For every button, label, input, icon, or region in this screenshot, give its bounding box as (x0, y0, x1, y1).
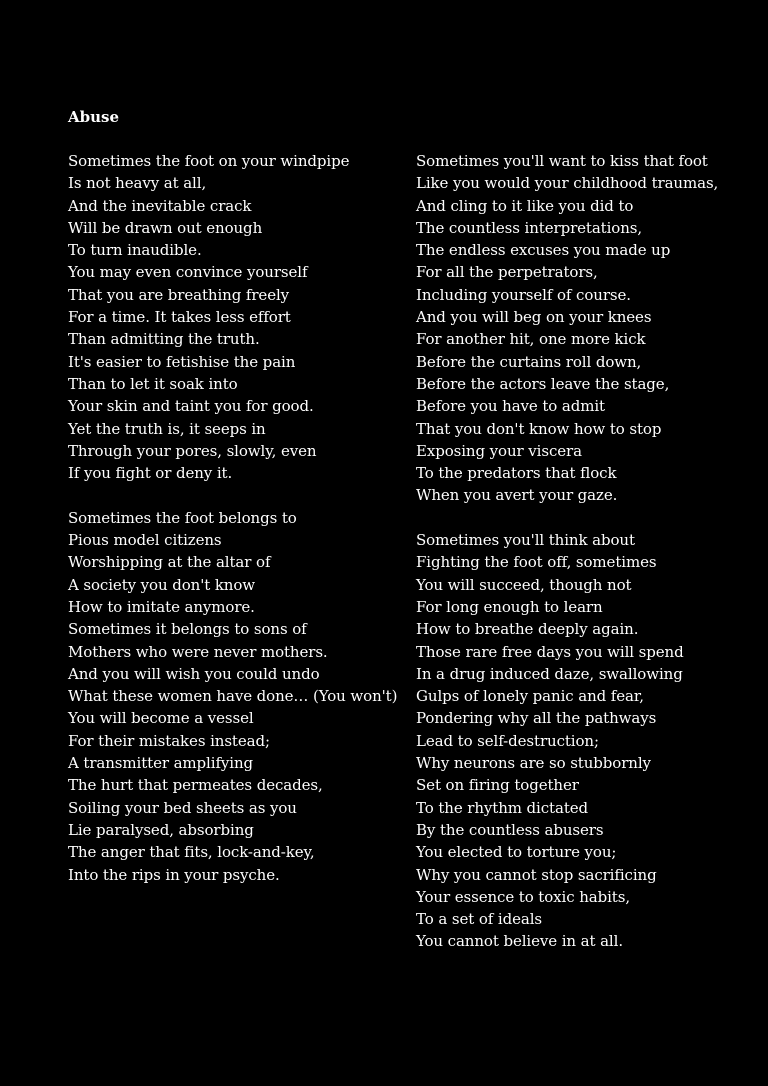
poem-title: Abuse (68, 108, 120, 126)
stanza (68, 507, 408, 886)
poem-line: Is not heavy at all, (68, 174, 207, 193)
poem-line: Worshipping at the altar of (68, 553, 271, 572)
poem-line: Why you cannot stop sacrificing (416, 865, 657, 884)
poem-line: Gulps of lonely panic and fear, (416, 687, 644, 706)
stanza (416, 529, 756, 953)
poem-line: For their mistakes instead; (68, 731, 270, 750)
right-column (416, 150, 756, 975)
poem-line: You will succeed, though not (416, 575, 632, 594)
poem-line: Your essence to toxic habits, (416, 887, 630, 906)
poem-line: To a set of ideals (416, 910, 542, 929)
poem-line: And you will beg on your knees (416, 308, 652, 327)
poem-line: To turn inaudible. (68, 241, 202, 260)
poem-line: Lead to self-destruction; (416, 731, 599, 750)
poem-line: Lie paralysed, absorbing (68, 820, 254, 839)
left-column (68, 150, 408, 908)
poem-line: Sometimes you'll want to kiss that foot (416, 152, 708, 170)
poem-line: The anger that fits, lock-and-key, (68, 843, 315, 862)
poem-line: Into the rips in your psyche. (68, 865, 280, 884)
poem-line: What these women have done… (You won't) (68, 687, 398, 706)
poem-line: Yet the truth is, it seeps in (68, 419, 266, 438)
poem-line: You elected to torture you; (416, 843, 617, 862)
poem-line: Through your pores, slowly, even (68, 441, 317, 460)
poem-line: Will be drawn out enough (68, 218, 263, 237)
poem-line: It's easier to fetishise the pain (68, 352, 296, 371)
poem-line: You may even convince yourself (68, 263, 308, 282)
poem-line: Mothers who were never mothers. (68, 642, 328, 661)
poem-line: Pondering why all the pathways (416, 709, 657, 728)
poem-line: For all the perpetrators, (416, 263, 598, 282)
poem-line: Sometimes you'll think about (416, 531, 635, 550)
poem-line: In a drug induced daze, swallowing (416, 664, 683, 683)
poem-line: Than admitting the truth. (68, 330, 260, 349)
poem-line: How to breathe deeply again. (416, 620, 639, 639)
poem-line: Before you have to admit (416, 397, 605, 416)
poem-line: A transmitter amplifying (68, 754, 254, 773)
poem-line: Sometimes it belongs to sons of (68, 620, 307, 639)
poem-line: You will become a vessel (68, 709, 254, 728)
poem-line: Set on firing together (416, 776, 579, 795)
poem-line: The countless interpretations, (416, 218, 643, 237)
poem-line: Exposing your viscera (416, 441, 582, 460)
stanza (416, 150, 756, 507)
poem-line: Sometimes the foot on your windpipe (68, 152, 350, 170)
poem-line: For a time. It takes less effort (68, 308, 291, 327)
poem-line: The endless excuses you made up (416, 241, 671, 260)
poem-line: Before the actors leave the stage, (416, 374, 670, 393)
poem-line: Fighting the foot off, sometimes (416, 553, 657, 572)
poem-line: Soiling your bed sheets as you (68, 798, 297, 817)
poem-line: That you are breathing freely (68, 285, 290, 304)
poem-line: And the inevitable crack (68, 196, 252, 215)
poem-line: And cling to it like you did to (416, 196, 634, 215)
stanza (68, 150, 408, 484)
poem-line: Like you would your childhood traumas, (416, 174, 719, 193)
poem-line: Those rare free days you will spend (416, 642, 684, 661)
poem-line: And you will wish you could undo (68, 664, 320, 683)
poem-line: How to imitate anymore. (68, 597, 255, 616)
poem-line: To the rhythm dictated (416, 798, 589, 817)
poem-line: When you avert your gaze. (416, 486, 618, 505)
poem-line: If you fight or deny it. (68, 464, 233, 483)
poem-line: For long enough to learn (416, 597, 603, 616)
poem-line: Pious model citizens (68, 531, 222, 550)
poem-line: For another hit, one more kick (416, 330, 646, 349)
poem-line: Your skin and taint you for good. (68, 397, 314, 416)
poem-line: Than to let it soak into (68, 374, 238, 393)
poem-line: Why neurons are so stubbornly (416, 754, 651, 773)
poem-line: Including yourself of course. (416, 285, 631, 304)
poem-line: The hurt that permeates decades, (68, 776, 323, 795)
poem-line: You cannot believe in at all. (416, 932, 623, 951)
poem-line: Sometimes the foot belongs to (68, 508, 297, 527)
poem-line: A society you don't know (68, 575, 256, 594)
poem-line: By the countless abusers (416, 820, 604, 839)
poem-line: To the predators that flock (416, 464, 617, 483)
poem-line: That you don't know how to stop (416, 419, 662, 438)
poem-line: Before the curtains roll down, (416, 352, 642, 371)
